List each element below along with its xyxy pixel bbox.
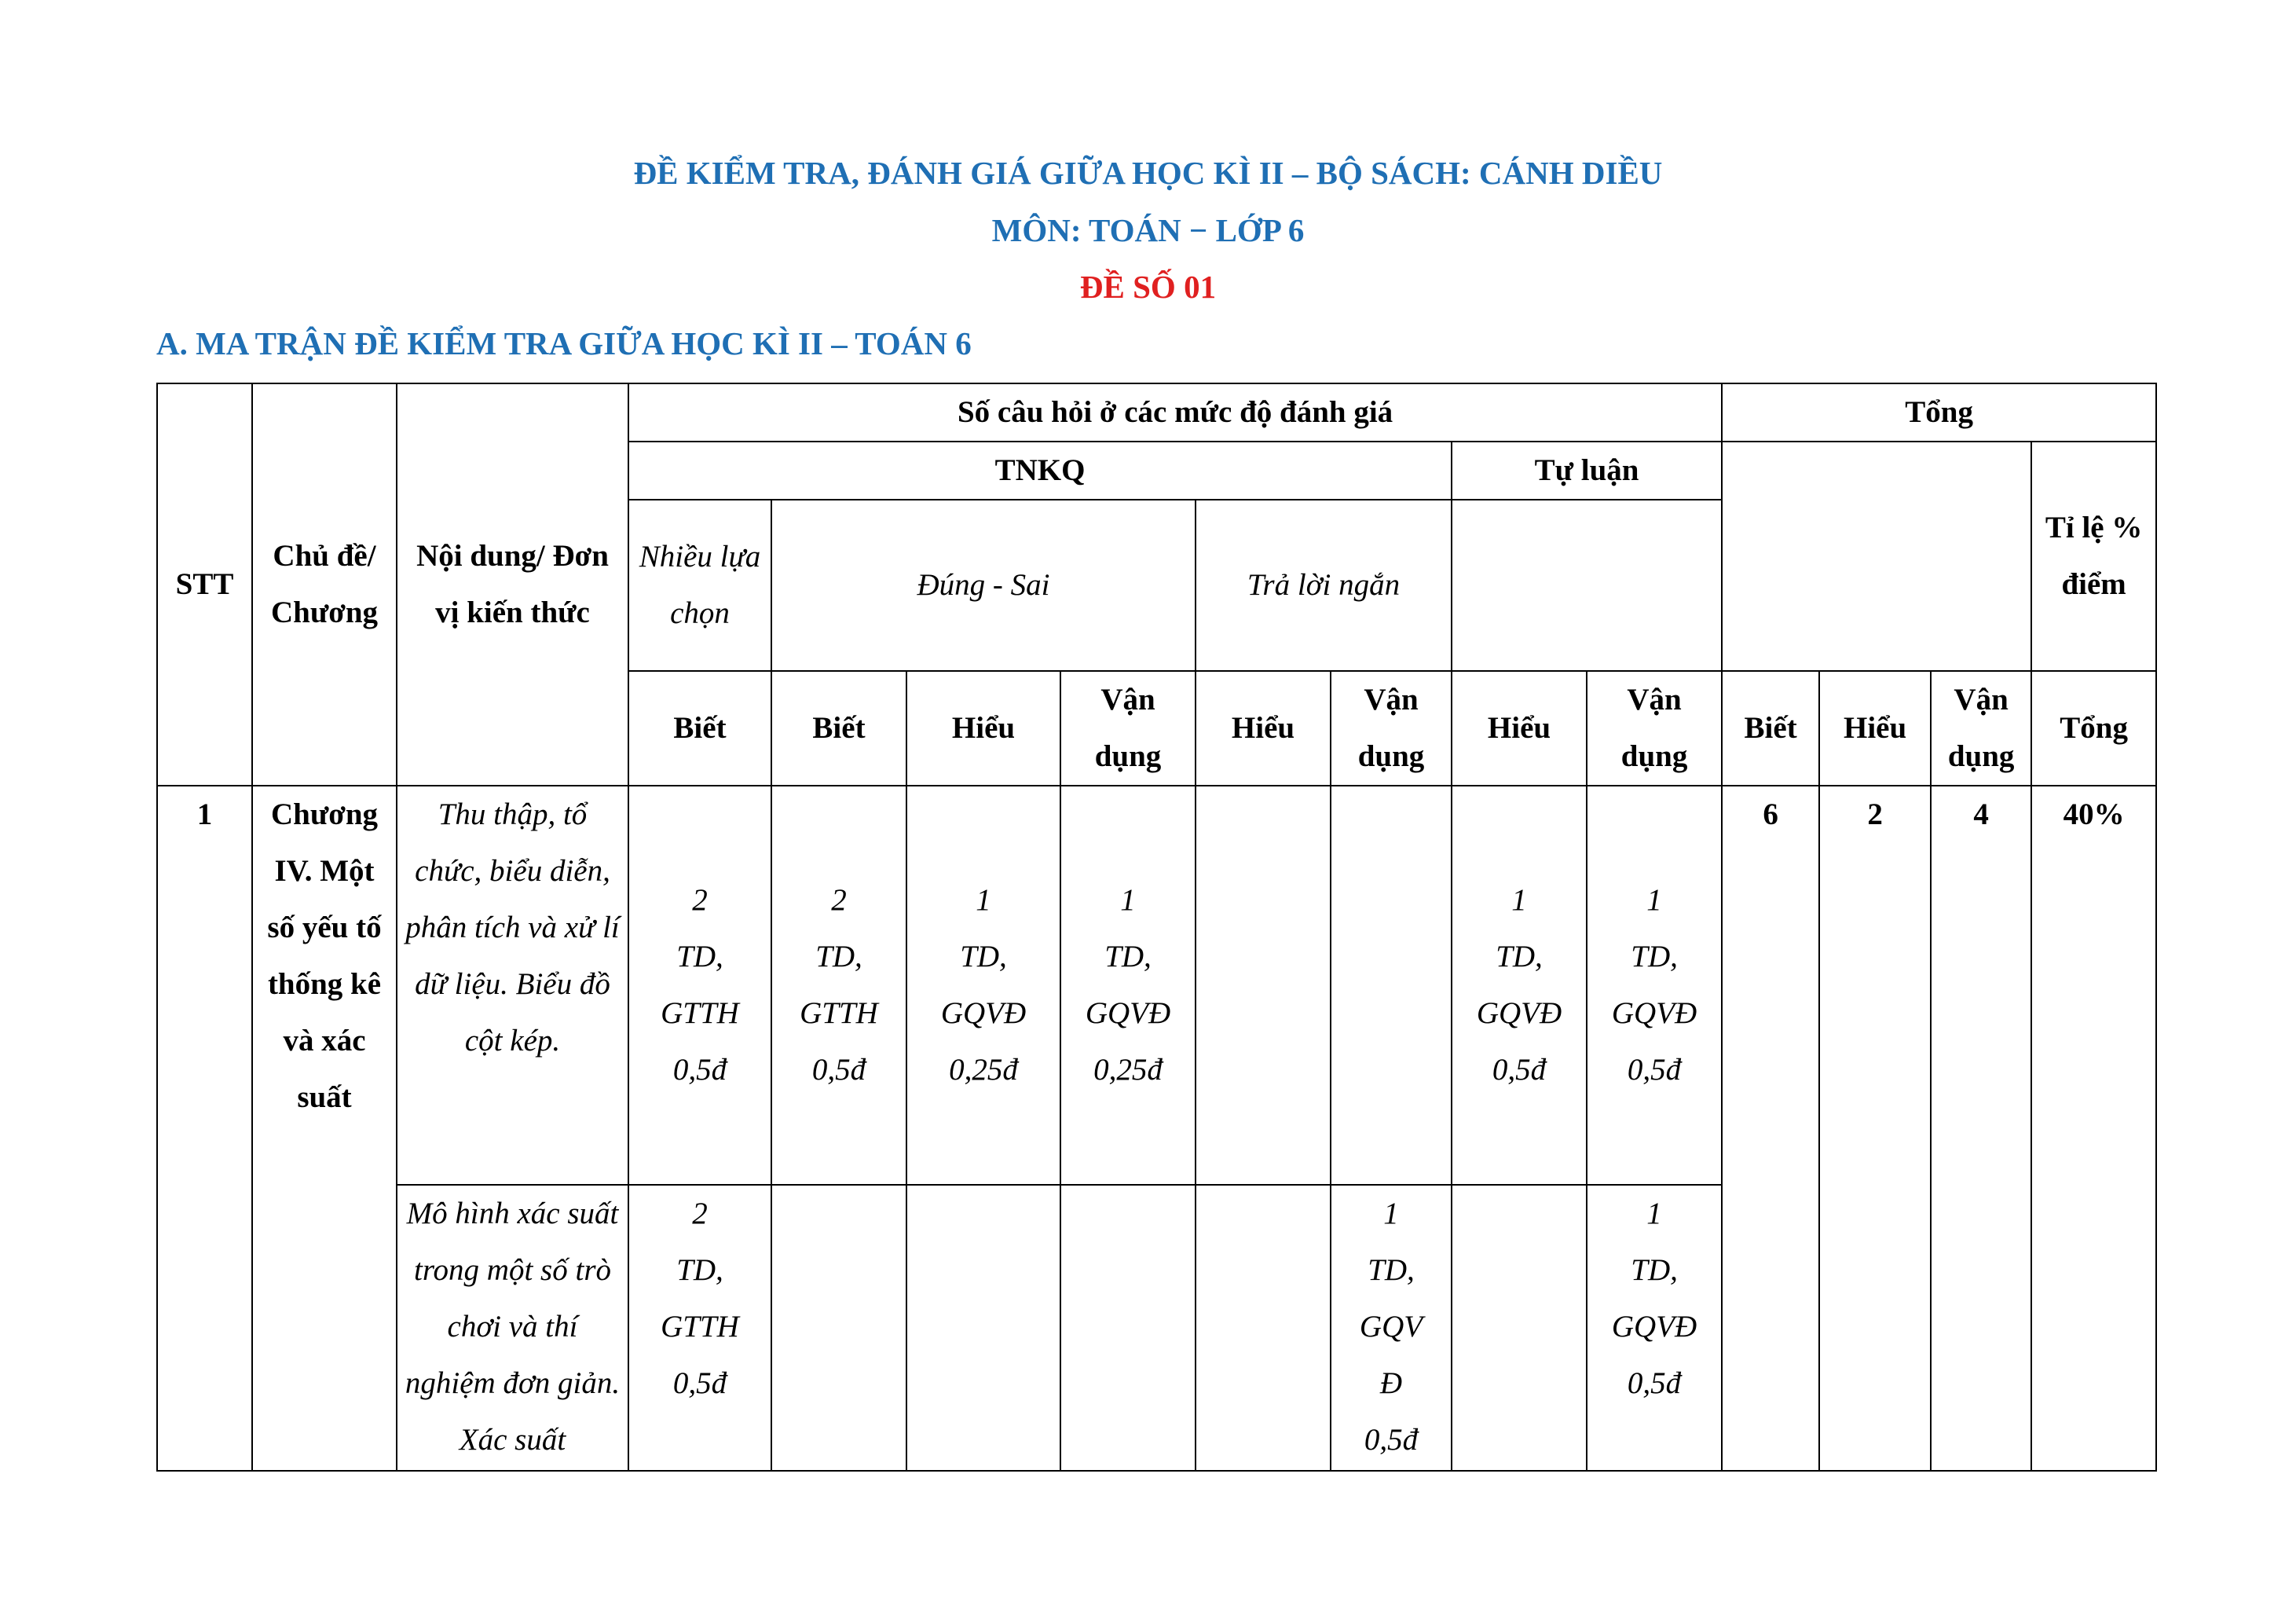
- header-assessment-levels: Số câu hỏi ở các mức độ đánh giá: [628, 383, 1722, 442]
- header-total-sum: Tổng: [2031, 671, 2156, 786]
- cell-essay-apply: [1587, 786, 1722, 1185]
- table-row: [157, 786, 2156, 1185]
- cell-total-ratio: 40%: [2031, 786, 2156, 1471]
- cell-tf-know: [771, 1185, 906, 1471]
- header-essay-blank: [1452, 500, 1722, 671]
- header-chapter: Chủ đề/ Chương: [252, 383, 397, 786]
- cell-mc-know: [628, 1185, 771, 1471]
- cell-line: Đ: [1379, 1366, 1403, 1400]
- cell-line: 0,5đ: [811, 1053, 866, 1087]
- cell-line: 1: [1511, 883, 1527, 917]
- cell-tf-understand: [906, 786, 1060, 1185]
- header-ratio: Tỉ lệ % điểm: [2031, 442, 2156, 671]
- row-stt: 1: [157, 786, 252, 1471]
- cell-line: GQVĐ: [1476, 996, 1562, 1030]
- cell-line: 0,5đ: [1364, 1423, 1419, 1457]
- header-stt: STT: [157, 383, 252, 786]
- header-essay-apply: Vận dụng: [1587, 671, 1722, 786]
- cell-line: TD,: [1496, 940, 1543, 973]
- cell-line: 0,5đ: [672, 1366, 727, 1400]
- cell-line: TD,: [1104, 940, 1152, 973]
- cell-line: 1: [1120, 883, 1136, 917]
- cell-sa-understand: [1196, 1185, 1331, 1471]
- row-content: Thu thập, tổ chức, biểu diễn, phân tích và xử lí dữ liệu. Biểu đồ cột kép.: [397, 786, 628, 1185]
- cell-tf-know: [771, 786, 906, 1185]
- cell-sa-apply: [1331, 1185, 1452, 1471]
- header-essay-understand: Hiểu: [1452, 671, 1587, 786]
- cell-line: TD,: [960, 940, 1007, 973]
- cell-sa-apply: [1331, 786, 1452, 1185]
- header-tf-apply: Vận dụng: [1060, 671, 1196, 786]
- cell-sa-understand: [1196, 786, 1331, 1185]
- cell-line: 1: [1383, 1197, 1399, 1230]
- header-total-understand: Hiểu: [1819, 671, 1931, 786]
- header-tf-know: Biết: [771, 671, 906, 786]
- header-sa-apply: Vận dụng: [1331, 671, 1452, 786]
- cell-line: 1: [976, 883, 991, 917]
- row-content: Mô hình xác suất trong một số trò chơi và thí nghiệm đơn giản. Xác suất: [397, 1185, 628, 1471]
- header-tnkq: TNKQ: [628, 442, 1452, 500]
- header-short-answer: Trả lời ngắn: [1196, 500, 1452, 671]
- header-tf-understand: Hiểu: [906, 671, 1060, 786]
- section-a-title: A. MA TRẬN ĐỀ KIỂM TRA GIỮA HỌC KÌ II – TOÁN 6: [156, 325, 972, 361]
- header-content: Nội dung/ Đơn vị kiến thức: [397, 383, 628, 786]
- document-title: ĐỀ KIỂM TRA, ĐÁNH GIÁ GIỮA HỌC KÌ II – BỘ SÁCH: CÁNH DIỀU: [633, 155, 1663, 191]
- header-sa-understand: Hiểu: [1196, 671, 1331, 786]
- cell-total-know: 6: [1722, 786, 1819, 1471]
- cell-line: GTTH: [800, 996, 878, 1030]
- row-chapter: Chương IV. Một số yếu tố thống kê và xác suất: [252, 786, 397, 1471]
- header-total-blank: [1722, 442, 2031, 671]
- header-true-false: Đúng - Sai: [771, 500, 1196, 671]
- subject-title: MÔN: TOÁN − LỚP 6: [991, 212, 1305, 248]
- cell-line: TD,: [1631, 1253, 1678, 1287]
- cell-line: TD,: [1368, 1253, 1415, 1287]
- cell-line: TD,: [815, 940, 862, 973]
- header-multiple-choice: Nhiều lựa chọn: [628, 500, 771, 671]
- cell-line: 0,5đ: [1627, 1053, 1682, 1087]
- cell-total-understand: 2: [1819, 786, 1931, 1471]
- cell-essay-understand: [1452, 1185, 1587, 1471]
- cell-line: 2: [692, 883, 708, 917]
- header-mc-know: Biết: [628, 671, 771, 786]
- cell-line: 1: [1646, 1197, 1662, 1230]
- cell-line: TD,: [1631, 940, 1678, 973]
- exam-number: ĐỀ SỐ 01: [1079, 269, 1217, 305]
- cell-essay-apply: [1587, 1185, 1722, 1471]
- cell-line: 0,25đ: [1093, 1053, 1163, 1087]
- header-total-know: Biết: [1722, 671, 1819, 786]
- cell-line: GQVĐ: [1611, 1310, 1697, 1344]
- cell-line: GQV: [1359, 1310, 1423, 1344]
- header-total-apply: Vận dụng: [1931, 671, 2031, 786]
- cell-line: TD,: [676, 940, 723, 973]
- cell-line: 0,5đ: [672, 1053, 727, 1087]
- cell-line: 0,5đ: [1492, 1053, 1547, 1087]
- header-total: Tổng: [1722, 383, 2156, 442]
- cell-line: GQVĐ: [1085, 996, 1171, 1030]
- cell-tf-understand: [906, 1185, 1060, 1471]
- cell-line: GTTH: [661, 996, 739, 1030]
- cell-line: 0,25đ: [949, 1053, 1018, 1087]
- cell-tf-apply: [1060, 1185, 1196, 1471]
- cell-total-apply: 4: [1931, 786, 2031, 1471]
- cell-mc-know: [628, 786, 771, 1185]
- cell-line: GQVĐ: [940, 996, 1027, 1030]
- cell-line: TD,: [676, 1253, 723, 1287]
- cell-line: 2: [831, 883, 847, 917]
- assessment-matrix-table: [156, 383, 2157, 1472]
- cell-line: GTTH: [661, 1310, 739, 1344]
- cell-line: 2: [692, 1197, 708, 1230]
- cell-line: GQVĐ: [1611, 996, 1697, 1030]
- cell-tf-apply: [1060, 786, 1196, 1185]
- header-essay: Tự luận: [1452, 442, 1722, 500]
- cell-line: 0,5đ: [1627, 1366, 1682, 1400]
- cell-essay-understand: [1452, 786, 1587, 1185]
- cell-line: 1: [1646, 883, 1662, 917]
